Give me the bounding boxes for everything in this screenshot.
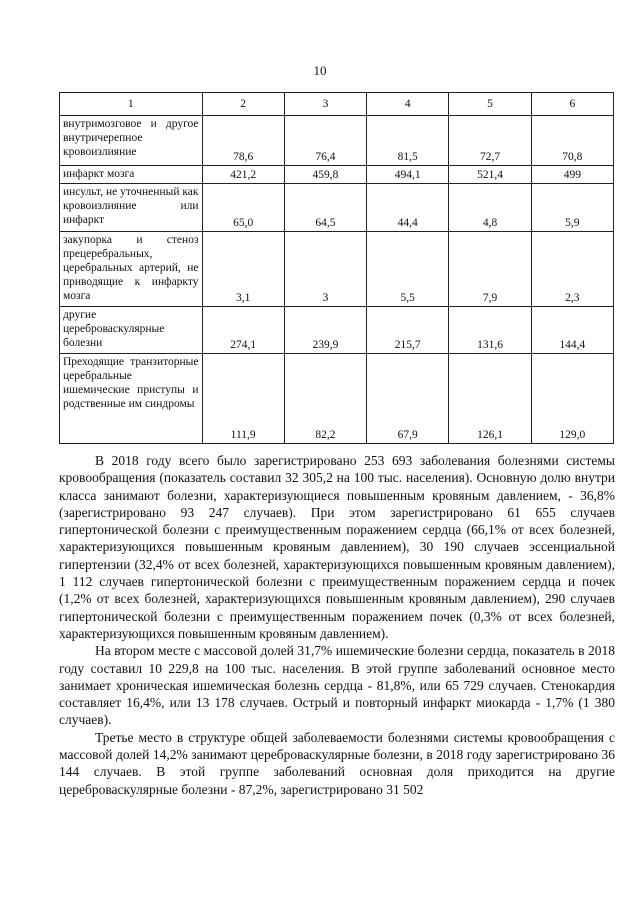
table-row — [60, 354, 614, 444]
table-row — [60, 307, 614, 354]
column-header: 4 — [367, 93, 449, 116]
row-label: внутримозговое и другое внутричерепное кровоизлияние — [60, 116, 203, 166]
table-row — [60, 232, 614, 307]
table-cell: 7,9 — [449, 232, 531, 307]
table-cell: 131,6 — [449, 307, 531, 354]
table-cell: 5,5 — [367, 232, 449, 307]
table-cell: 274,1 — [202, 307, 284, 354]
page-number: 10 — [313, 63, 327, 78]
row-label: другие цереброваскулярные болезни — [60, 307, 203, 354]
column-header: 3 — [284, 93, 366, 116]
table-cell: 521,4 — [449, 166, 531, 184]
table-cell: 421,2 — [202, 166, 284, 184]
table-cell: 4,8 — [449, 184, 531, 232]
table-cell: 144,4 — [531, 307, 613, 354]
row-label: закупорка и стеноз прецеребральных, церебральных артерий, не приводящие к инфаркту мозга — [60, 232, 203, 307]
table-cell: 76,4 — [284, 116, 366, 166]
column-header: 2 — [202, 93, 284, 116]
table-cell: 129,0 — [531, 354, 613, 444]
table-cell: 494,1 — [367, 166, 449, 184]
table-cell: 2,3 — [531, 232, 613, 307]
row-label: инфаркт мозга — [60, 166, 203, 184]
table-header-row — [60, 93, 614, 116]
table-row — [60, 184, 614, 232]
table-cell: 3,1 — [202, 232, 284, 307]
paragraph: В 2018 году всего было зарегистрировано 253 693 заболевания болезнями системы кровообращения (показатель составил 32 305,2 на 100 тыс. населения). Основную долю внутри класса занимают болезни, характеризующиеся повышенным кровяным давлением, - 36,8% (зарегистрировано 93 247 случаев). При этом зарегистрировано 61 655 случаев гипертонической болезни с преимущественным поражением сердца (66,1% от всех болезней, характеризующихся повышенным кровяным давлением), 30 190 случаев эссенциальной гипертензии (32,4% от всех болезней, характеризующихся повышенным кровяным давлением), 1 112 случаев гипертонической болезни с преимущественным поражением сердца и почек (1,2% от всех болезней, характеризующихся повышенным кровяным давлением), 290 случаев гипертонической болезни с преимущественным поражением почек (0,3% от всех болезней, характеризующихся повышенным кровяным давлением). — [59, 453, 615, 641]
table-cell: 81,5 — [367, 116, 449, 166]
body-text — [59, 452, 615, 798]
table-row — [60, 116, 614, 166]
table-cell: 70,8 — [531, 116, 613, 166]
table-cell: 78,6 — [202, 116, 284, 166]
table-cell: 126,1 — [449, 354, 531, 444]
table-cell: 72,7 — [449, 116, 531, 166]
table-cell: 215,7 — [367, 307, 449, 354]
paragraph: Третье место в структуре общей заболеваемости болезнями системы кровообращения с массовой долей 14,2% занимают цереброваскулярные болезни, в 2018 году зарегистрировано 36 144 случаев. В этой группе заболеваний основная доля приходится на другие цереброваскулярные болезни - 87,2%, зарегистрировано 31 502 — [59, 729, 615, 797]
table-cell: 65,0 — [202, 184, 284, 232]
row-label: Преходящие транзиторные церебральные ишемические приступы и родственные им синдромы — [60, 354, 203, 444]
paragraph: На втором месте с массовой долей 31,7% ишемические болезни сердца, показатель в 2018 году составил 10 229,8 на 100 тыс. населения. В этой группе заболеваний основное место занимает хроническая ишемическая болезнь сердца - 81,8%, или 65 729 случаев. Стенокардия составляет 16,4%, или 13 178 случаев. Острый и повторный инфаркт миокарда - 1,7% (1 380 случаев). — [59, 643, 615, 728]
column-header: 6 — [531, 93, 613, 116]
column-header: 1 — [60, 93, 203, 116]
data-table — [59, 92, 614, 444]
table-cell: 111,9 — [202, 354, 284, 444]
table-cell: 459,8 — [284, 166, 366, 184]
table-cell: 239,9 — [284, 307, 366, 354]
column-header: 5 — [449, 93, 531, 116]
table-cell: 5,9 — [531, 184, 613, 232]
table-cell: 3 — [284, 232, 366, 307]
table-cell: 82,2 — [284, 354, 366, 444]
table-cell: 67,9 — [367, 354, 449, 444]
table-cell: 44,4 — [367, 184, 449, 232]
table-row — [60, 166, 614, 184]
table-cell: 64,5 — [284, 184, 366, 232]
table-cell: 499 — [531, 166, 613, 184]
row-label: инсульт, не уточненный как кровоизлияние или инфаркт — [60, 184, 203, 232]
